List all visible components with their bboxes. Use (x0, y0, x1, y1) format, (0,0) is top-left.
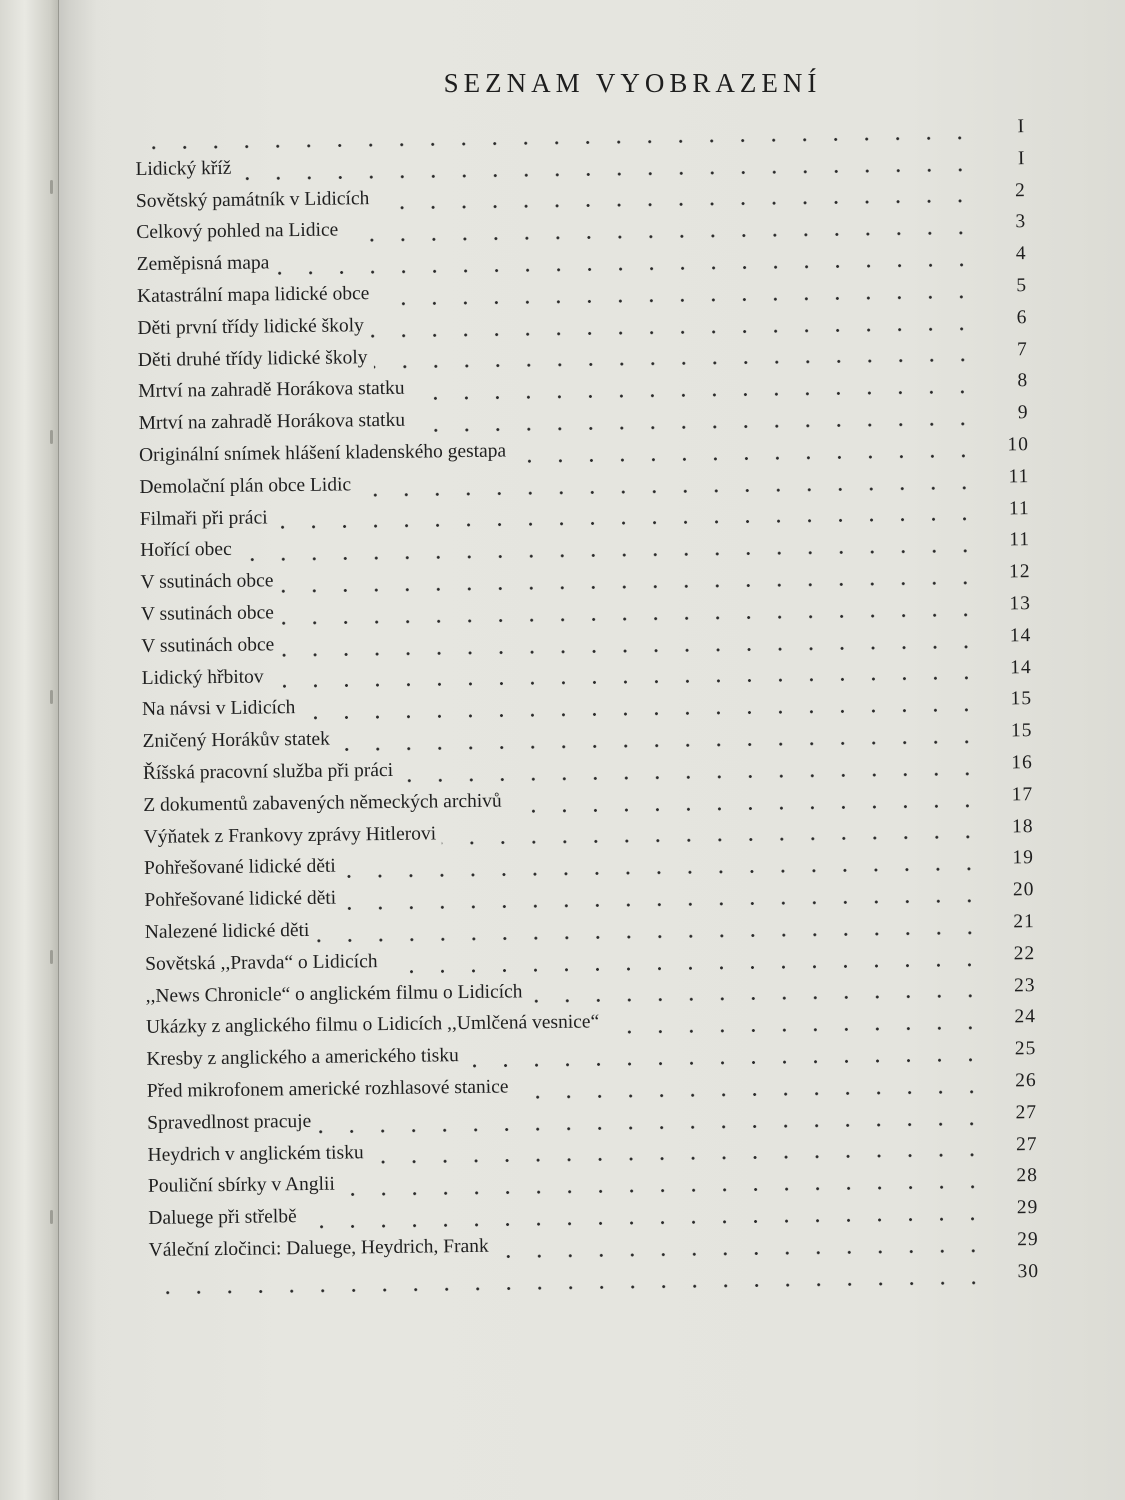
entry-label: Lidický kříž (135, 157, 232, 180)
dot-leader (317, 1121, 987, 1133)
entry-page-number: 13 (1009, 593, 1032, 615)
dot-leader (411, 422, 979, 433)
entry-page-number: 20 (1012, 879, 1035, 901)
dot-leader (341, 1185, 988, 1197)
dot-leader (375, 295, 977, 306)
entry-label: Nalezené lidické děti (144, 919, 310, 943)
dot-leader (465, 1058, 987, 1068)
dot-leader (344, 231, 976, 243)
entry-label: Kresby z anglického a amerického tisku (146, 1045, 459, 1071)
entry-label: Pohřešované lidické děti (144, 887, 337, 912)
binding-stitch (50, 950, 53, 964)
dot-leader (342, 899, 984, 911)
dot-leader (280, 644, 981, 657)
entry-page-number: 25 (1014, 1038, 1037, 1060)
entry-page-number: 21 (1013, 910, 1035, 933)
dot-leader (280, 613, 981, 626)
dot-leader (529, 994, 986, 1004)
dot-leader (508, 803, 984, 813)
entry-page-number: 7 (1016, 338, 1028, 360)
binding-stitch (50, 180, 53, 194)
dot-leader (370, 326, 978, 337)
entry-label: Pohřešované lidické děti (143, 855, 336, 880)
entry-page-number: 24 (1014, 1006, 1037, 1028)
entry-label: V ssutinách obce (140, 602, 274, 625)
previous-page-edge (0, 0, 59, 1500)
entry-page-number: 27 (1015, 1101, 1038, 1124)
dot-leader (495, 1248, 989, 1258)
entry-page-number: 16 (1011, 752, 1033, 774)
dot-leader (316, 930, 985, 942)
entry-page-number: 6 (1016, 306, 1028, 329)
entry-label: Výňatek z Frankovy zprávy Hitlerovi (143, 822, 437, 848)
dot-leader (374, 358, 978, 369)
entry-label: Filmaři při práci (139, 506, 268, 530)
entry-page-number: 11 (1008, 465, 1030, 488)
table-of-illustrations-page (80, 0, 1125, 1500)
entry-page-number: 22 (1013, 942, 1036, 965)
entry-label: Děti druhé třídy lidické školy (137, 346, 368, 371)
entry-label: Váleční zločinci: Daluege, Heydrich, Frank (148, 1235, 489, 1261)
binding-stitch (50, 1210, 53, 1224)
entry-page-number: 26 (1015, 1069, 1037, 1092)
dot-leader (515, 1089, 987, 1099)
dot-leader (357, 485, 979, 497)
entry-page-number: 8 (1017, 370, 1029, 392)
dot-leader (238, 549, 980, 562)
entry-label: Před mikrofonem americké rozhlasové stanice (146, 1076, 509, 1102)
entry-label: Spravedlnost pracuje (147, 1110, 312, 1134)
entry-label: Mrtví na zahradě Horákova statku (138, 409, 406, 435)
dot-leader (336, 740, 983, 752)
entry-label: Daluege při střelbě (148, 1206, 297, 1230)
entry-label: Mrtví na zahradě Horákova statku (138, 378, 405, 403)
entry-page-number: 17 (1011, 783, 1034, 806)
entry-label: Hořící obec (140, 539, 232, 562)
dot-leader (275, 263, 976, 276)
dot-leader (155, 1280, 989, 1294)
dot-leader (370, 1153, 988, 1165)
dot-leader (301, 708, 982, 720)
dot-leader (270, 676, 982, 689)
entry-page-number: 29 (1017, 1228, 1039, 1251)
page-title: SEZNAM VYOBRAZENÍ (443, 68, 822, 98)
entry-label: Originální snímek hlášení kladenského gestapa (138, 440, 507, 466)
entry-label: Sovětský památník v Lidicích (135, 187, 370, 212)
entry-label: Pouliční sbírky v Anglii (147, 1173, 335, 1198)
dot-leader (605, 1026, 986, 1035)
dot-leader (303, 1217, 989, 1229)
entry-page-number: 15 (1010, 720, 1033, 742)
entry-label: Sovětská ,,Pravda“ o Lidicích (145, 950, 378, 975)
dot-leader (411, 390, 979, 401)
illustrations-list (135, 116, 1039, 1303)
entry-label: Z dokumentů zabavených německých archivů (143, 790, 502, 816)
entry-label: Ukázky z anglického filmu o Lidicích ,,Umlčená vesnice“ (145, 1011, 600, 1039)
entry-page-number: 10 (1007, 434, 1030, 456)
entry-page-number: 3 (1015, 211, 1027, 233)
entry-page-number: 9 (1017, 402, 1029, 424)
entry-page-number: 2 (1014, 179, 1026, 201)
binding-stitch (50, 430, 53, 444)
entry-page-number: 18 (1011, 815, 1034, 837)
entry-label: Říšská pracovní služba při práci (142, 759, 394, 784)
dot-leader (280, 581, 981, 594)
entry-label: V ssutinách obce (141, 634, 275, 657)
entry-page-number: 14 (1010, 656, 1032, 678)
entry-label: Zničený Horákův statek (142, 728, 330, 753)
dot-leader (384, 962, 986, 973)
entry-label: ,,News Chronicle“ o anglickém filmu o Lidicích (145, 980, 523, 1007)
entry-page-number: 19 (1012, 847, 1035, 869)
entry-page-number: 23 (1013, 974, 1036, 996)
entry-label: Celkový pohled na Lidice (136, 219, 339, 244)
entry-page-number: 29 (1016, 1197, 1039, 1219)
entry-label: Děti první třídy lidické školy (137, 315, 364, 339)
entry-page-number: 27 (1015, 1133, 1038, 1155)
dot-leader (237, 167, 975, 180)
entry-label: Heydrich v anglickém tisku (147, 1141, 364, 1166)
entry-page-number: 11 (1008, 497, 1030, 519)
dot-leader (274, 517, 980, 530)
entry-page-number: 4 (1015, 243, 1027, 265)
dot-leader (512, 454, 979, 464)
entry-label: Na návsi v Lidicích (141, 697, 296, 721)
entry-page-number: 14 (1009, 624, 1032, 647)
entry-page-number: 12 (1008, 561, 1031, 583)
entry-page-number: 5 (1016, 275, 1028, 297)
entry-page-number: I (1017, 116, 1026, 138)
entry-label: Lidický hřbitov (141, 666, 264, 689)
dot-leader (342, 867, 984, 879)
entry-label: V ssutinách obce (140, 570, 274, 594)
entry-label: Zeměpisná mapa (136, 252, 270, 276)
entry-label: Demolační plán obce Lidic (139, 474, 352, 498)
entry-page-number: I (1017, 147, 1026, 170)
dot-leader (399, 772, 983, 783)
dot-leader (375, 199, 976, 210)
entry-page-number: 28 (1016, 1165, 1039, 1187)
binding-stitch (50, 690, 53, 704)
entry-page-number: 11 (1009, 529, 1031, 551)
entry-label: Katastrální mapa lidické obce (136, 283, 370, 307)
entry-page-number: 30 (1017, 1260, 1040, 1282)
dot-leader (141, 136, 975, 150)
dot-leader (442, 835, 984, 846)
entry-page-number: 15 (1010, 688, 1033, 710)
